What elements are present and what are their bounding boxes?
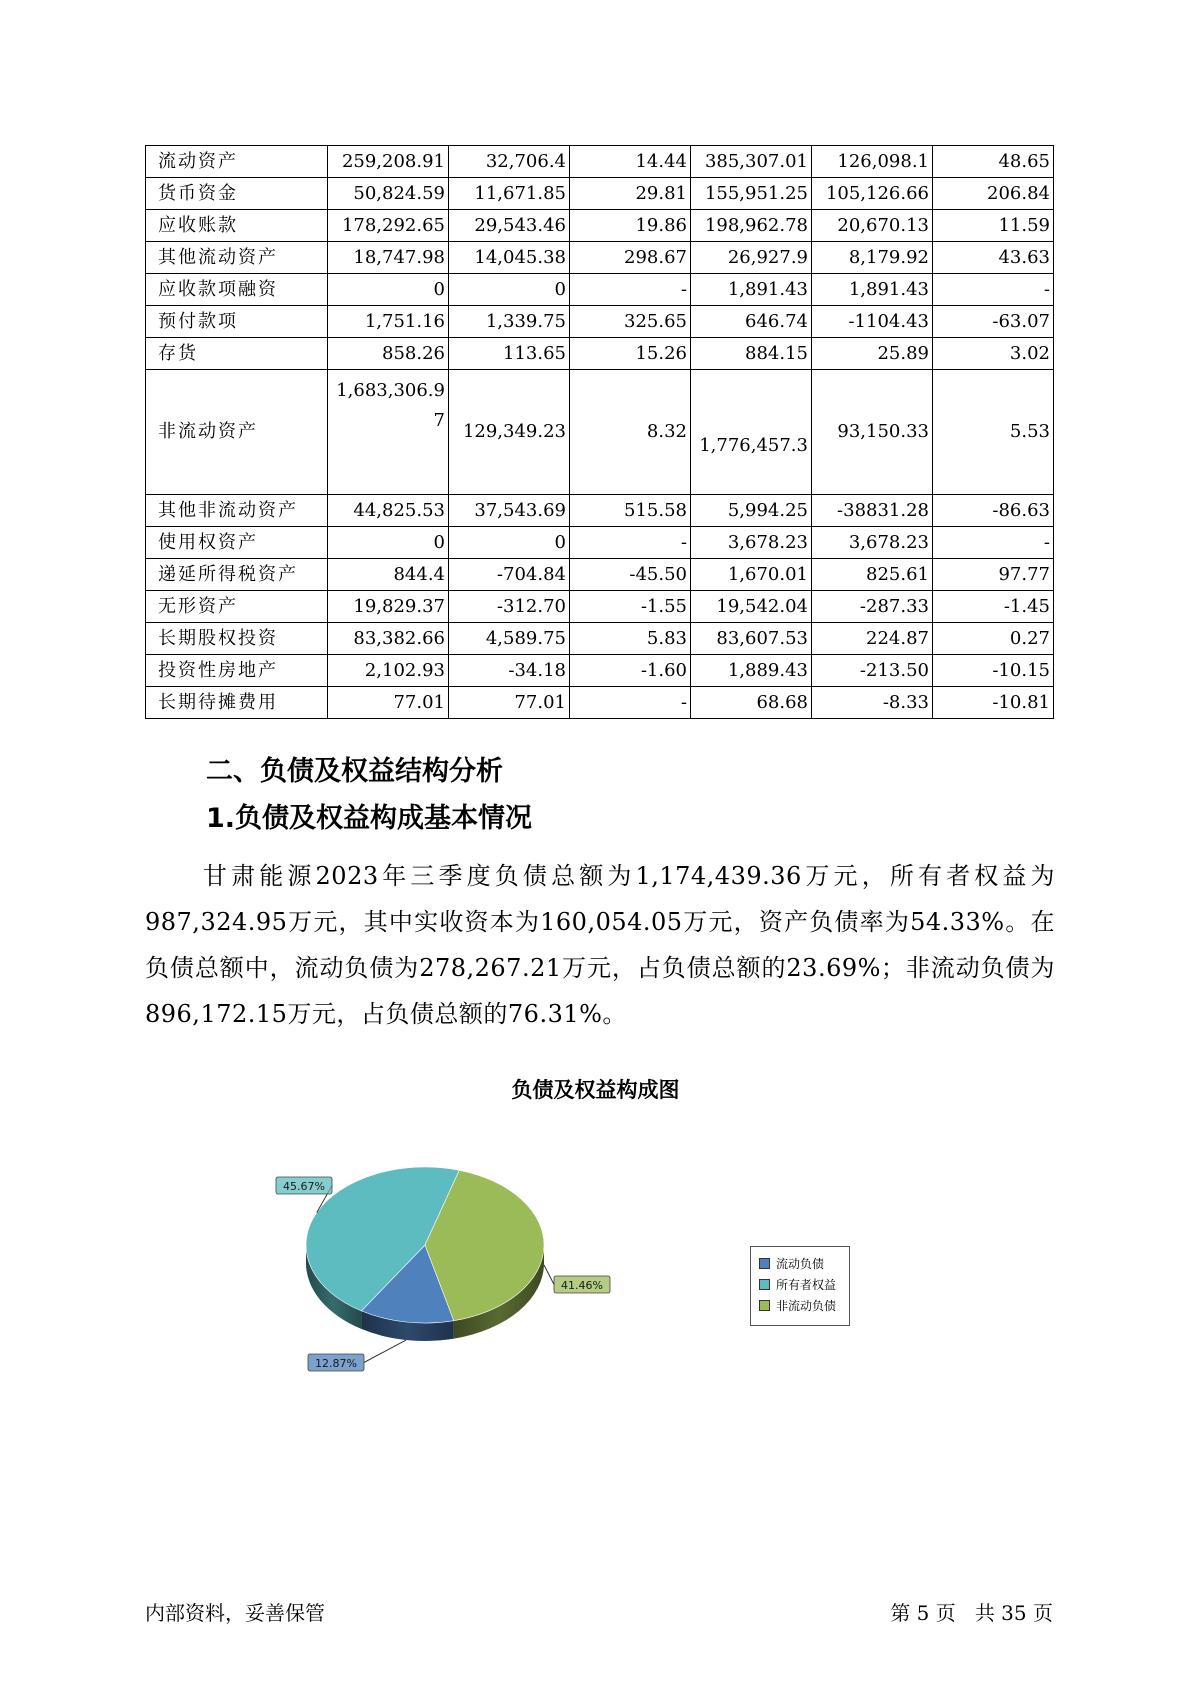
row-name: 长期待摊费用 [146,687,328,719]
table-row [146,370,1054,495]
pie-chart [0,1130,1191,1380]
table-cell: 5.83 [570,623,691,655]
table-cell: -213.50 [812,655,933,687]
row-name: 存货 [146,338,328,370]
table-cell: 8.32 [570,370,691,495]
table-row [146,306,1054,338]
table-cell: -63.07 [933,306,1054,338]
table-cell: 858.26 [328,338,449,370]
legend-entry [759,1253,841,1274]
table-row [146,242,1054,274]
table-row [146,495,1054,527]
table-cell: 29.81 [570,178,691,210]
table-cell: 259,208.91 [328,146,449,178]
table-cell: -8.33 [812,687,933,719]
table-cell: 20,670.13 [812,210,933,242]
table-cell: 3.02 [933,338,1054,370]
table-cell: 844.4 [328,559,449,591]
table-cell: 93,150.33 [812,370,933,495]
legend-entry [759,1274,841,1295]
table-cell: 43.63 [933,242,1054,274]
table-cell: 26,927.9 [691,242,812,274]
legend-label: 流动负债 [776,1257,825,1271]
table-cell: - [933,274,1054,306]
table-cell: 83,382.66 [328,623,449,655]
table-cell: -287.33 [812,591,933,623]
table-cell: 0 [449,274,570,306]
table-row [146,178,1054,210]
row-name: 应收账款 [146,210,328,242]
legend-swatch [759,1300,770,1311]
table-cell: -45.50 [570,559,691,591]
table-cell: 29,543.46 [449,210,570,242]
table-cell: - [570,527,691,559]
table-row [146,274,1054,306]
table-cell: 37,543.69 [449,495,570,527]
table-cell: 105,126.66 [812,178,933,210]
pie-leader-line [364,1340,406,1362]
row-name: 流动资产 [146,146,328,178]
table-row [146,527,1054,559]
table-cell: -10.15 [933,655,1054,687]
table-cell: -38831.28 [812,495,933,527]
table-cell: 1,889.43 [691,655,812,687]
table-cell: 1,891.43 [691,274,812,306]
table-cell: 0 [449,527,570,559]
table-row [146,655,1054,687]
table-cell: -86.63 [933,495,1054,527]
table-cell: 11.59 [933,210,1054,242]
table-cell: 1,751.16 [328,306,449,338]
legend-swatch [759,1279,770,1290]
table-cell: 50,824.59 [328,178,449,210]
table-cell: -10.81 [933,687,1054,719]
table-cell: 1,683,306.97 [328,370,449,495]
legend-entry [759,1295,841,1316]
chart-legend [750,1246,850,1326]
table-cell: 224.87 [812,623,933,655]
table-cell: - [933,527,1054,559]
table-cell: 825.61 [812,559,933,591]
table-cell: 5.53 [933,370,1054,495]
table-cell: -312.70 [449,591,570,623]
row-name: 投资性房地产 [146,655,328,687]
table-cell: 77.01 [449,687,570,719]
table-cell: 19.86 [570,210,691,242]
chart-title: 负债及权益构成图 [511,1078,680,1102]
table-cell: 77.01 [328,687,449,719]
table-cell: 884.15 [691,338,812,370]
table-cell: 385,307.01 [691,146,812,178]
table-row [146,210,1054,242]
summary-paragraph: 甘肃能源2023年三季度负债总额为1,174,439.36万元，所有者权益为987,324.95万元，其中实收资本为160,054.05万元，资产负债率为54.33%。在负债总额中，流动负债为278,267.21万元，占负债总额的23.69%；非流动负债为896,172.15万元，占负债总额的76.31%。 [145,862,1055,1028]
pie-leader-line [544,1265,554,1285]
table-cell: 206.84 [933,178,1054,210]
section-heading: 二、负债及权益结构分析 [206,756,503,787]
table-cell: 155,951.25 [691,178,812,210]
asset-table [145,145,1054,719]
table-cell: 8,179.92 [812,242,933,274]
legend-label: 非流动负债 [776,1299,837,1313]
table-cell: 97.77 [933,559,1054,591]
table-cell: 298.67 [570,242,691,274]
table-cell: 325.65 [570,306,691,338]
table-cell: -1104.43 [812,306,933,338]
table-cell: 3,678.23 [691,527,812,559]
legend-label: 所有者权益 [776,1278,837,1292]
table-cell: 113.65 [449,338,570,370]
asset-table-container [145,145,1053,719]
row-name: 其他非流动资产 [146,495,328,527]
row-name: 货币资金 [146,178,328,210]
table-cell: -1.45 [933,591,1054,623]
pie-data-label: 12.87% [315,1357,357,1370]
pie-data-label: 45.67% [283,1180,325,1193]
table-cell: 198,962.78 [691,210,812,242]
table-cell: 5,994.25 [691,495,812,527]
row-name: 递延所得税资产 [146,559,328,591]
table-cell: 126,098.1 [812,146,933,178]
table-cell: 48.65 [933,146,1054,178]
legend-swatch [759,1258,770,1269]
table-cell: 0 [328,274,449,306]
table-cell: 18,747.98 [328,242,449,274]
table-row [146,338,1054,370]
table-cell: 68.68 [691,687,812,719]
row-name: 非流动资产 [146,370,328,495]
row-name: 应收款项融资 [146,274,328,306]
table-cell: -1.55 [570,591,691,623]
table-cell: 646.74 [691,306,812,338]
table-row [146,591,1054,623]
table-cell: 515.58 [570,495,691,527]
table-cell: 4,589.75 [449,623,570,655]
footer-left: 内部资料，妥善保管 [145,1601,325,1625]
table-cell: 1,776,457.3 [691,370,812,495]
table-row [146,146,1054,178]
table-cell: 83,607.53 [691,623,812,655]
section-subheading: 1.负债及权益构成基本情况 [206,803,533,834]
table-cell: 1,891.43 [812,274,933,306]
table-cell: 25.89 [812,338,933,370]
table-cell: 129,349.23 [449,370,570,495]
table-row [146,559,1054,591]
table-cell: 14,045.38 [449,242,570,274]
row-name: 无形资产 [146,591,328,623]
table-cell: 3,678.23 [812,527,933,559]
table-cell: 1,339.75 [449,306,570,338]
table-cell: - [570,687,691,719]
table-cell: -34.18 [449,655,570,687]
table-cell: 1,670.01 [691,559,812,591]
table-cell: 19,542.04 [691,591,812,623]
table-cell: 19,829.37 [328,591,449,623]
table-cell: 15.26 [570,338,691,370]
footer-page-number: 第 5 页 共 35 页 [890,1601,1053,1625]
table-cell: 178,292.65 [328,210,449,242]
table-cell: -704.84 [449,559,570,591]
table-row [146,687,1054,719]
row-name: 其他流动资产 [146,242,328,274]
table-cell: -1.60 [570,655,691,687]
pie-data-label: 41.46% [561,1279,603,1292]
table-cell: 32,706.4 [449,146,570,178]
table-cell: 0.27 [933,623,1054,655]
row-name: 长期股权投资 [146,623,328,655]
table-cell: 11,671.85 [449,178,570,210]
table-cell: 0 [328,527,449,559]
table-row [146,623,1054,655]
row-name: 预付款项 [146,306,328,338]
table-cell: - [570,274,691,306]
table-cell: 14.44 [570,146,691,178]
row-name: 使用权资产 [146,527,328,559]
table-cell: 2,102.93 [328,655,449,687]
table-cell: 44,825.53 [328,495,449,527]
